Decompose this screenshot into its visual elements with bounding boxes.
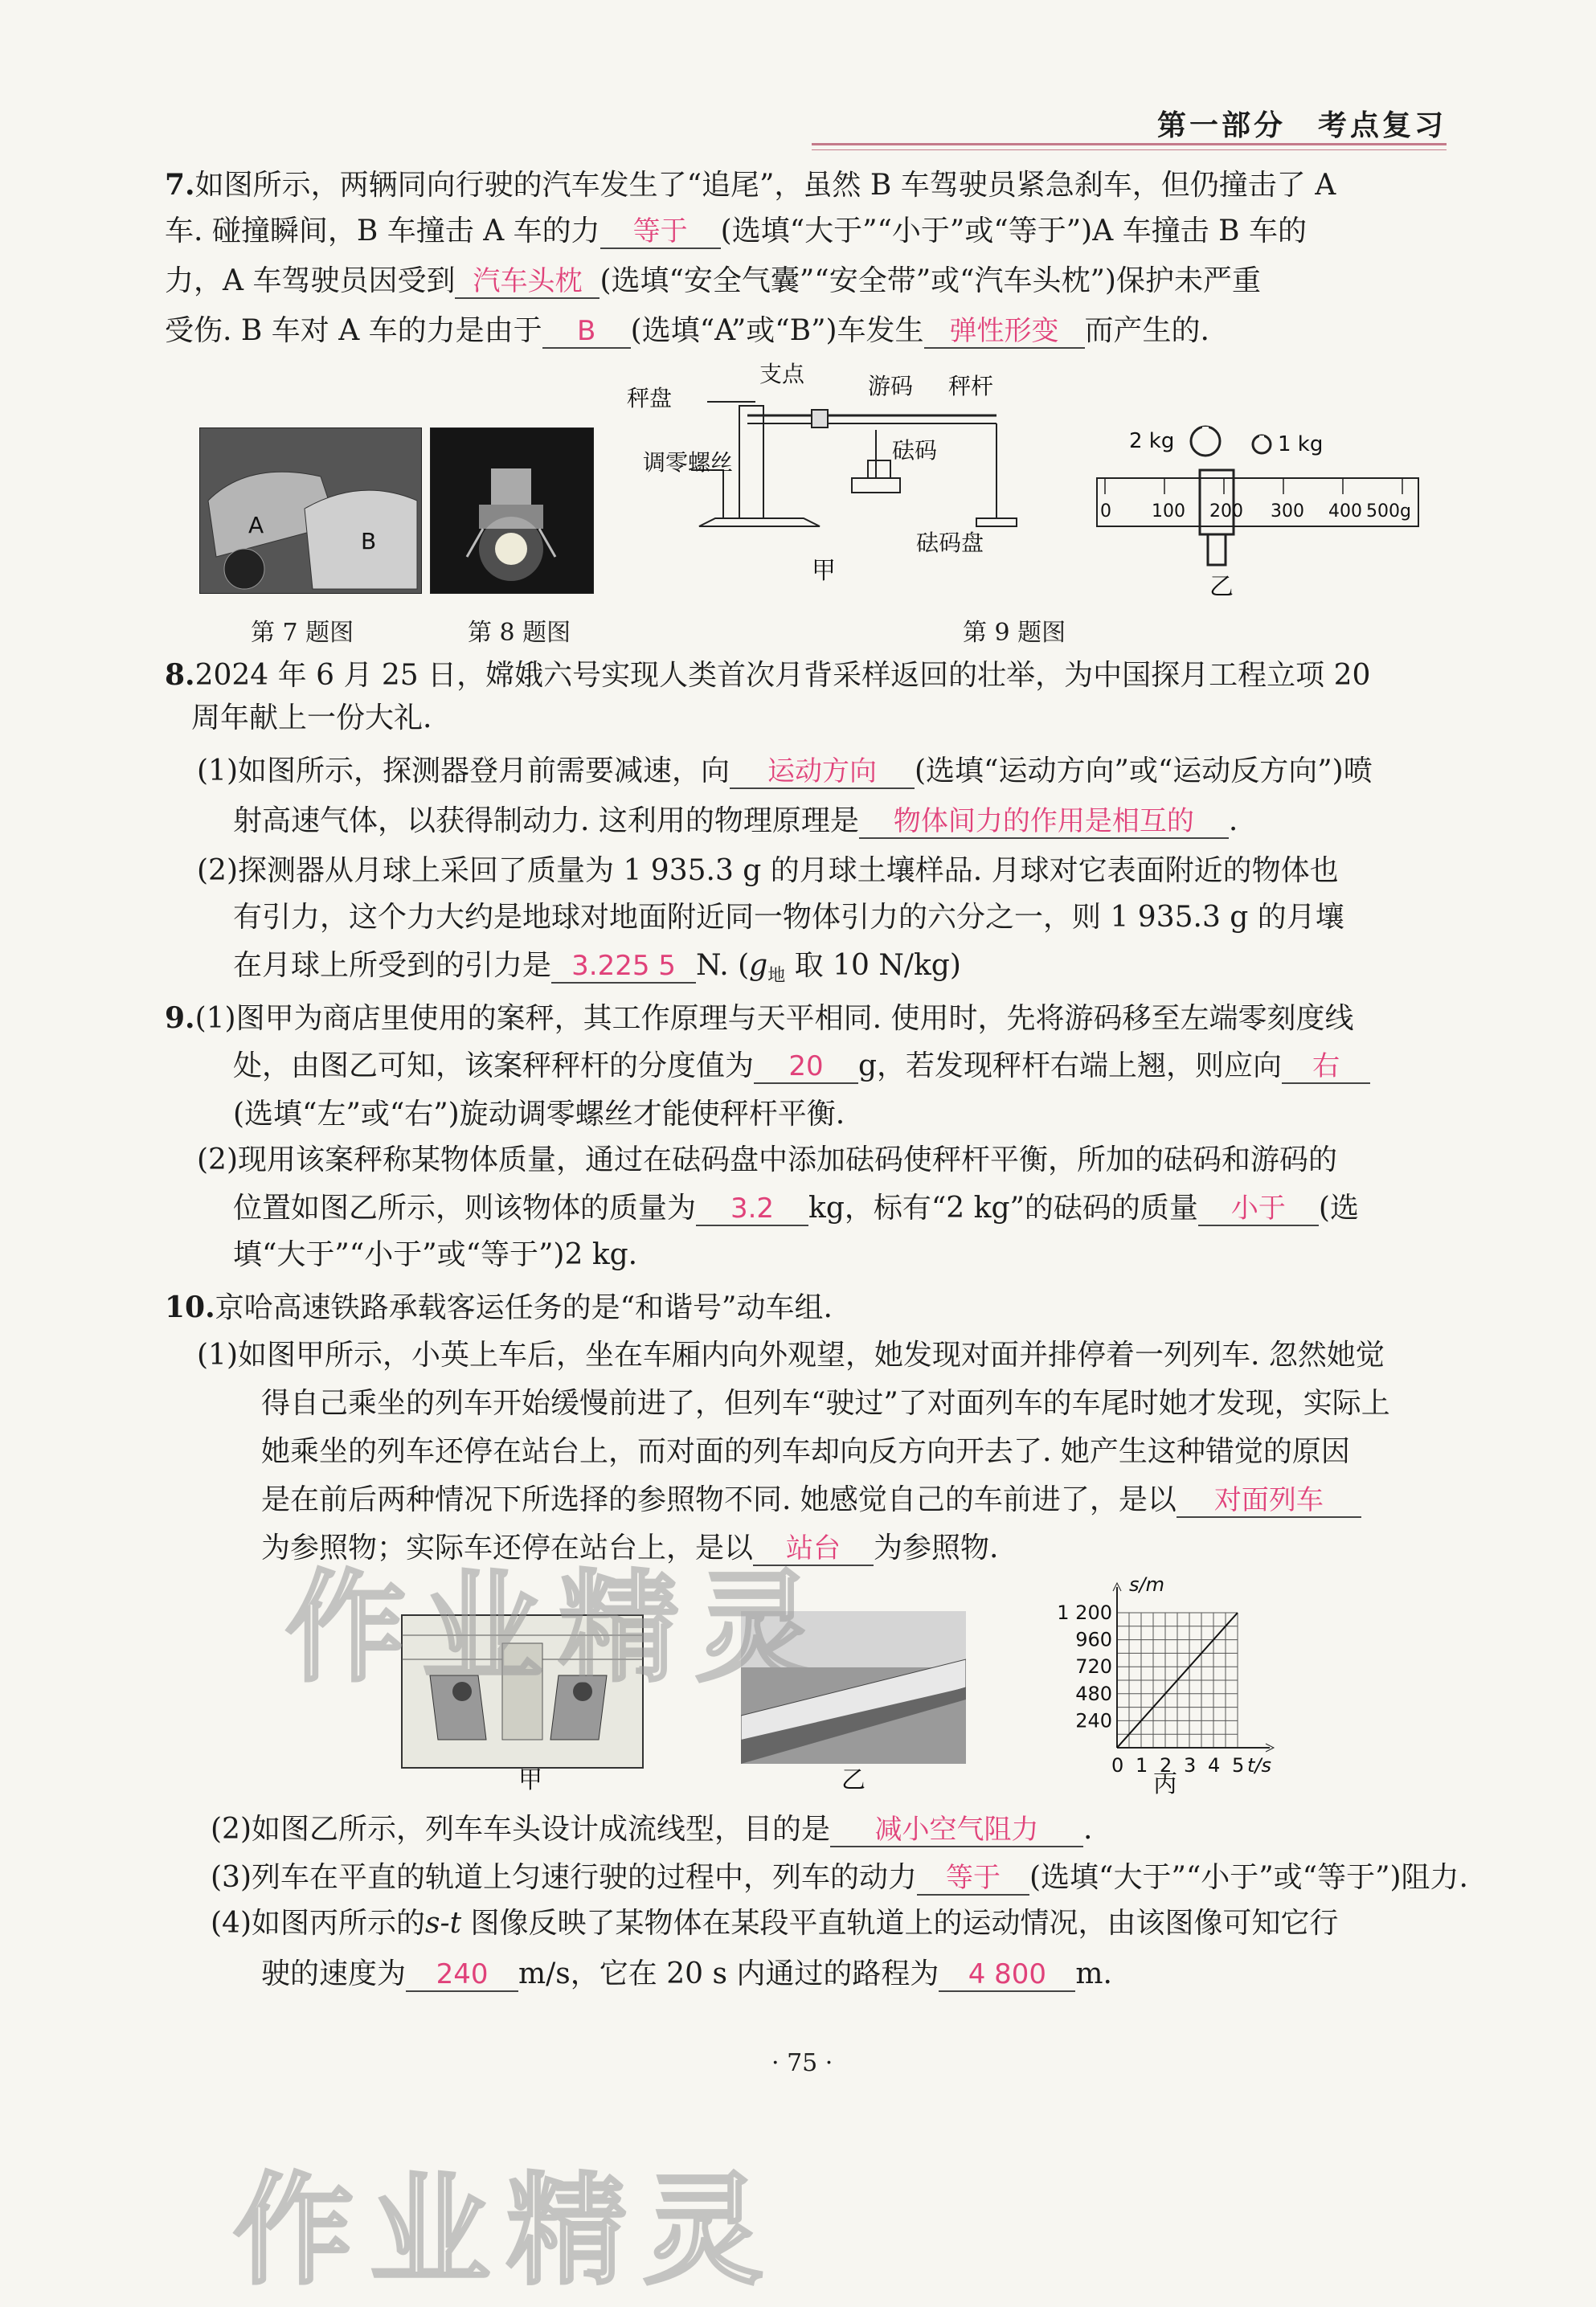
caption-fig8: 第 8 题图 [468,619,571,647]
tick-400: 400 [1328,501,1362,522]
q9-text-5a: 位置如图乙所示，则该物体的质量为 [233,1192,697,1225]
q10-p1-text-c: 她乘坐的列车还停在站台上，而对面的列车却向反方向开去了. 她产生这种错觉的原因 [261,1435,1350,1468]
q10-p1-line-2 [261,1386,1390,1421]
label-rider: 游码 [868,373,914,399]
q10-answer-4: 等于 [917,1862,1029,1896]
q8-line-1 [165,657,1370,693]
q9-answer-3: 3.2 [696,1192,808,1226]
q9-text-2b: g，若发现秤杆右端上翘，则应向 [858,1049,1283,1082]
x-tick-label: 2 [1160,1754,1172,1777]
figure-10-bing-label: 丙 [1153,1770,1177,1796]
lander-drawing [431,428,593,593]
q10-p4-line-2 [261,1957,1112,1992]
watermark-bottom: 作业精灵 [233,2162,780,2301]
q10-p3-text-a: (3)列车在平直的轨道上匀速行驶的过程中，列车的动力 [211,1861,917,1894]
q8-line-2 [191,701,432,736]
q8-text-1: 2024 年 6 月 25 日，嫦娥六号实现人类首次月背采样返回的壮举，为中国探月工程立项 20 [194,659,1371,692]
q10-answer-3: 减小空气阻力 [830,1814,1083,1847]
section-title: 第一部分 考点复习 [1156,109,1447,142]
q8-p2-text-d: N. ( [696,949,750,982]
x-tick-labels [1111,1754,1244,1777]
q9-line-3 [233,1097,845,1132]
q10-p4-text-d: m/s，它在 20 s 内通过的路程为 [518,1957,939,1990]
q10-p4-text-c: 驶的速度为 [261,1957,407,1990]
caption-fig7: 第 7 题图 [251,619,354,647]
q9-text-6: 填“大于”“小于”或“等于”)2 kg. [233,1238,638,1271]
q9-line-5 [233,1191,1359,1226]
q8-answer-2: 物体间力的作用是相互的 [859,805,1229,839]
q7-text-3a: 力，A 车驾驶员因受到 [165,264,456,297]
figure-10-yi-label: 乙 [841,1766,866,1792]
figure-10-jia-label: 甲 [518,1766,542,1792]
car-b-label: B [361,528,377,554]
y-tick-label: 240 [1075,1709,1112,1732]
q7-text-4b: (选填“A”或“B”)车发生 [630,314,924,347]
x-tick-label: 3 [1184,1754,1197,1777]
q7-number: 7. [165,168,195,202]
q10-p3-text-b: (选填“大于”“小于”或“等于”)阻力. [1029,1861,1468,1894]
q8-answer-3: 3.225 5 [551,950,696,984]
q8-p1-text-b: (选填“运动方向”或“运动反方向”)喷 [915,755,1373,787]
q8-p1-text-a: (1)如图所示，探测器登月前需要减速，向 [197,755,730,787]
tick-200: 200 [1209,501,1243,522]
q7-text-4c: 而产生的. [1084,314,1209,347]
q10-st-symbol: s-t [425,1907,462,1940]
q10-p4-text-e: m. [1075,1957,1112,1990]
q9-number: 9. [165,1001,195,1035]
q9-answer-1: 20 [754,1050,858,1084]
q7-line-4 [165,313,1209,349]
label-weight: 砝码 [892,437,938,464]
q8-number: 8. [165,658,195,692]
figure-7-car-crash-photo [199,427,422,594]
figure-8-lander-photo [430,427,594,594]
x-tick-label: 5 [1232,1754,1245,1777]
q9-text-5c: (选 [1318,1192,1359,1225]
page-header [804,103,1447,151]
car-crash-drawing [200,428,421,593]
figure-9-rider-scale [1089,414,1426,607]
q8-text-2: 周年献上一份大礼. [191,702,432,734]
q7-line-1 [165,167,1336,203]
q10-p2-text-b: . [1083,1813,1093,1846]
q8-p2-text-e: 取 10 N/kg) [785,949,961,982]
q10-p2-line [211,1812,1092,1847]
q8-p2-line-2 [233,900,1344,935]
q8-p1-line-2 [233,804,1238,839]
q10-text-1: 京哈高速铁路承载客运任务的是“和谐号”动车组. [215,1291,833,1324]
figure-9-scale-diagram [611,358,1029,583]
q10-p3-line [211,1860,1468,1896]
figure-10-bing-st-chart [1045,1571,1286,1796]
q9-text-4: (2)现用该案秤称某物体质量，通过在砝码盘中添加砝码使秤杆平衡，所加的砝码和游码的 [197,1143,1337,1176]
q9-text-2a: 处，由图乙可知，该案秤秤杆的分度值为 [233,1049,755,1082]
q8-p2-text-c: 在月球上所受到的引力是 [233,949,552,982]
q9-line-1 [165,1000,1353,1037]
label-fulcrum: 支点 [759,361,805,387]
x-tick-label: 4 [1208,1754,1221,1777]
q10-p1-text-a: (1)如图甲所示，小英上车后，坐在车厢内向外观望，她发现对面并排停着一列列车. 忽然她觉 [197,1339,1385,1372]
q9-text-1: (1)图甲为商店里使用的案秤，其工作原理与天平相同. 使用时，先将游码移至左端零刻度线 [194,1002,1354,1035]
q10-answer-6: 4 800 [939,1958,1075,1992]
caption-fig9: 第 9 题图 [963,619,1066,647]
q9-line-2 [233,1049,1370,1084]
weight-1kg-label: 1 kg [1278,432,1324,456]
x-tick-label: 1 [1136,1754,1148,1777]
tick-500g: 500g [1366,501,1411,522]
q9-text-3: (选填“左”或“右”)旋动调零螺丝才能使秤杆平衡. [233,1098,845,1131]
q10-p2-text-a: (2)如图乙所示，列车车头设计成流线型，目的是 [211,1813,830,1846]
q8-p2-text-b: 有引力，这个力大约是地球对地面附近同一物体引力的六分之一，则 1 935.3 g 的月壤 [233,901,1344,934]
q10-p1-line-4 [261,1483,1361,1518]
q9-line-6 [233,1237,637,1273]
q10-p1-line-3 [261,1434,1350,1470]
q10-p1-text-d: 是在前后两种情况下所选择的参照物不同. 她感觉自己的车前进了，是以 [261,1483,1177,1516]
x-axis-label: t/s [1247,1754,1271,1777]
q7-text-2a: 车. 碰撞瞬间，B 车撞击 A 车的力 [165,215,600,247]
q9-text-5b: kg，标有“2 kg”的砝码的质量 [808,1192,1198,1225]
q7-answer-3: B [542,315,631,349]
header-rule-thin [812,149,1447,150]
label-pan: 秤盘 [627,385,673,411]
y-axis-label: s/m [1129,1573,1164,1596]
q10-p1-line-1 [197,1338,1385,1373]
figure-9-yi-label: 乙 [1209,573,1234,601]
label-beam: 秤杆 [948,373,994,399]
q7-line-2 [165,214,1307,249]
q10-p4-text-b: 图像反映了某物体在某段平直轨道上的运动情况，由该图像可知它行 [461,1907,1339,1940]
tick-0: 0 [1100,501,1111,522]
q7-line-3 [165,264,1261,299]
q10-p4-text-a: (4)如图丙所示的 [211,1907,425,1940]
y-tick-labels [1057,1601,1112,1732]
y-tick-label: 720 [1075,1655,1112,1679]
q7-answer-2: 汽车头枕 [455,265,600,299]
label-screw: 调零螺丝 [643,449,734,476]
x-tick-label: 0 [1111,1754,1124,1777]
q10-p1-text-f: 为参照物. [874,1532,999,1565]
q7-text-2b: (选填“大于”“小于”或“等于”)A 车撞击 B 车的 [720,215,1307,247]
tick-100: 100 [1152,501,1185,522]
label-weightpan: 砝码盘 [916,530,984,556]
q8-g-subscript: 地 [767,966,786,987]
header-rule [812,143,1447,145]
figure-9-jia-label: 甲 [812,557,836,583]
q7-text-4a: 受伤. B 车对 A 车的力是由于 [165,314,542,347]
y-tick-label: 960 [1075,1628,1112,1651]
q7-text-1: 如图所示，两辆同向行驶的汽车发生了“追尾”，虽然 B 车驾驶员紧急刹车，但仍撞击了 A [194,169,1336,202]
q9-line-4 [197,1143,1337,1178]
tick-300: 300 [1271,501,1304,522]
q10-p1-text-b: 得自己乘坐的列车开始缓慢前进了，但列车“驶过”了对面列车的车尾时她才发现，实际上 [261,1387,1390,1420]
q10-answer-5: 240 [406,1958,518,1992]
q9-answer-2: 右 [1282,1050,1370,1084]
q8-p2-line-1 [197,853,1339,889]
q8-p2-line-3 [233,948,961,994]
q8-g-symbol: g [749,949,768,982]
q10-p4-line-1 [211,1906,1339,1941]
y-tick-label: 1 200 [1057,1601,1112,1624]
q8-p2-text-a: (2)探测器从月球上采回了质量为 1 935.3 g 的月球土壤样品. 月球对它表面附近的物体也 [197,854,1339,887]
watermark-middle: 作业精灵 [285,1559,833,1699]
q7-text-3b: (选填“安全气囊”“安全带”或“汽车头枕”)保护未严重 [600,264,1261,297]
q10-line-1 [165,1290,833,1326]
q8-p1-text-d: . [1228,804,1238,837]
page-number: · 75 · [771,2049,833,2077]
car-a-label: A [248,512,264,538]
q9-answer-4: 小于 [1198,1192,1319,1226]
q7-answer-1: 等于 [600,215,721,249]
q10-p1-text-e: 为参照物；实际车还停在站台上，是以 [261,1532,754,1565]
q8-answer-1: 运动方向 [730,755,915,789]
q10-answer-2: 站台 [753,1532,874,1566]
q10-number: 10. [165,1291,215,1324]
q10-answer-1: 对面列车 [1177,1484,1361,1518]
q8-p1-line-1 [197,754,1373,789]
q8-p1-text-c: 射高速气体，以获得制动力. 这利用的物理原理是 [233,804,859,837]
weight-2kg-label: 2 kg [1129,429,1175,453]
y-tick-label: 480 [1075,1682,1112,1705]
q7-answer-4: 弹性形变 [924,315,1085,349]
